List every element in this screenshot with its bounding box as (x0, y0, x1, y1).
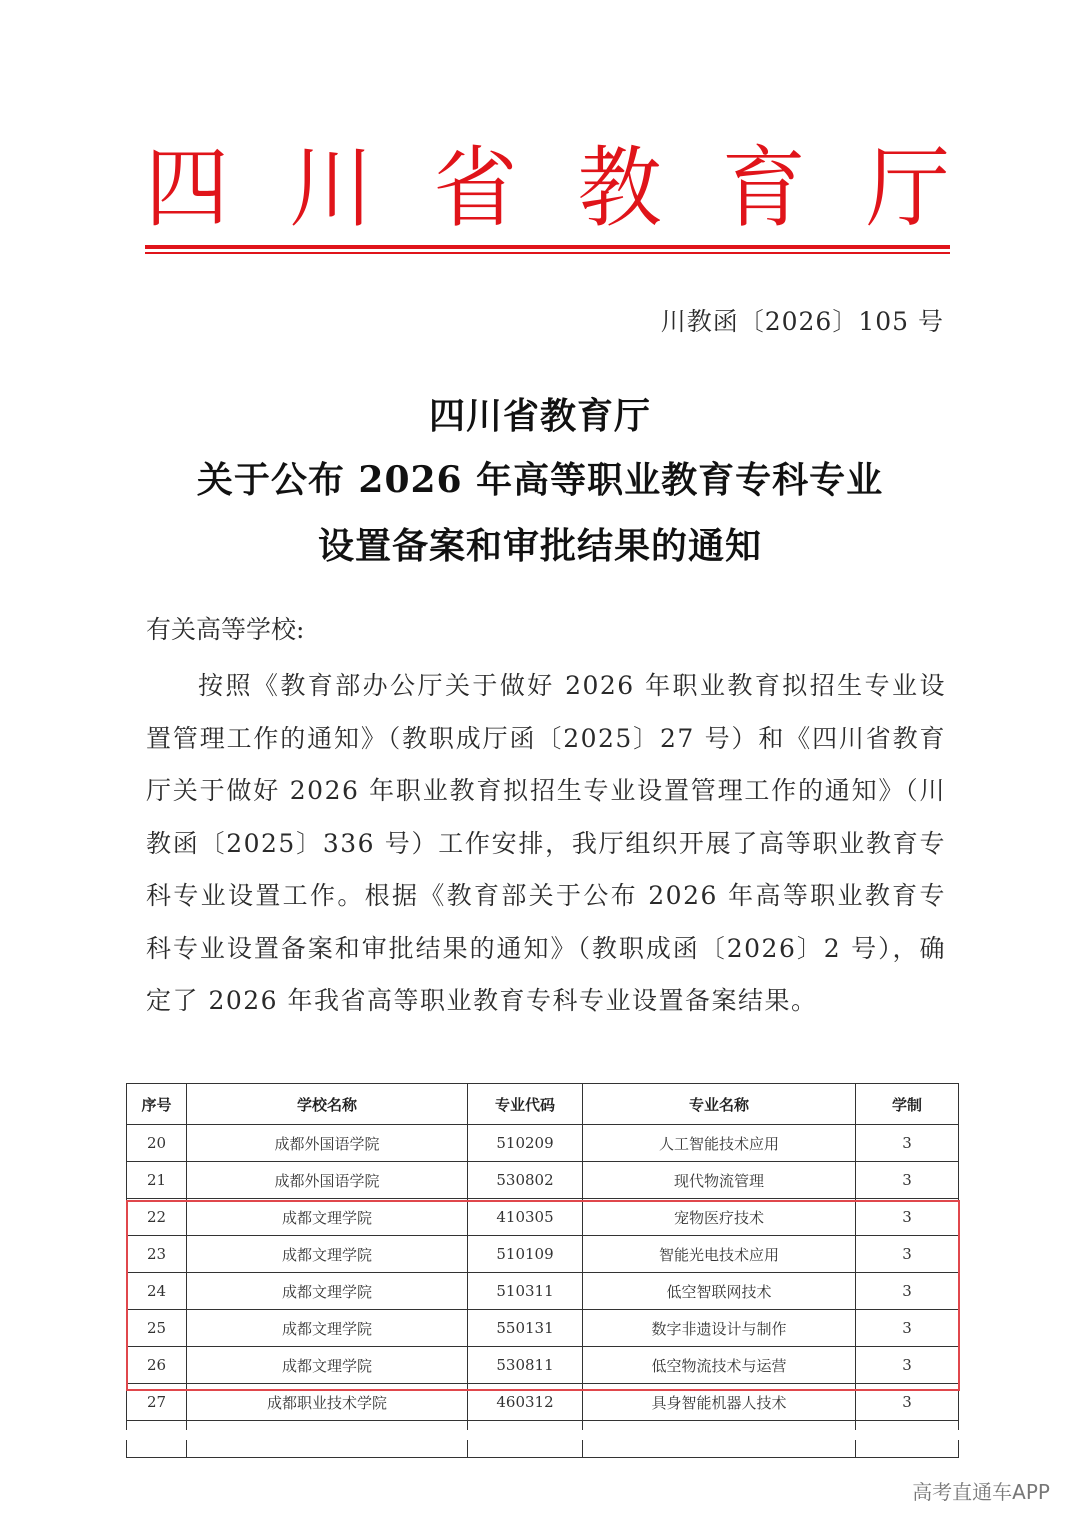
cell-school: 成都外国语学院 (187, 1125, 468, 1162)
cell-code: 530811 (468, 1347, 583, 1384)
table-row (127, 1347, 959, 1384)
header-duration: 学制 (856, 1084, 959, 1125)
masthead-char: 教 (577, 136, 662, 240)
cell-code: 510209 (468, 1125, 583, 1162)
header-index: 序号 (127, 1084, 187, 1125)
cell-index: 25 (127, 1310, 187, 1347)
table-row (127, 1162, 959, 1199)
masthead-char: 育 (721, 136, 806, 240)
cell-duration: 3 (856, 1384, 959, 1421)
cell-school: 成都文理学院 (187, 1310, 468, 1347)
cell-duration: 3 (856, 1236, 959, 1273)
cell-major: 宠物医疗技术 (583, 1199, 856, 1236)
header-code: 专业代码 (468, 1084, 583, 1125)
cell-major: 现代物流管理 (583, 1162, 856, 1199)
cell-duration: 3 (856, 1347, 959, 1384)
watermark: 高考直通车APP (912, 1480, 1050, 1504)
salutation: 有关高等学校: (146, 615, 305, 644)
cell-major: 智能光电技术应用 (583, 1236, 856, 1273)
cell-school: 成都外国语学院 (187, 1162, 468, 1199)
results-table (126, 1083, 959, 1458)
cell-index: 22 (127, 1199, 187, 1236)
cell-major: 数字非遗设计与制作 (583, 1310, 856, 1347)
masthead-char: 川 (289, 136, 374, 240)
cell-index: 21 (127, 1162, 187, 1199)
cell-duration: 3 (856, 1310, 959, 1347)
red-divider-thin (145, 252, 950, 254)
cell-code: 510311 (468, 1273, 583, 1310)
cell-code: 530802 (468, 1162, 583, 1199)
table-row (127, 1125, 959, 1162)
table-crop-edge (126, 1430, 959, 1440)
masthead-char: 省 (433, 136, 518, 240)
cell-code: 510109 (468, 1236, 583, 1273)
table-row (127, 1384, 959, 1421)
header-school: 学校名称 (187, 1084, 468, 1125)
cell-code: 460312 (468, 1384, 583, 1421)
table-row (127, 1236, 959, 1273)
title-line-1: 四川省教育厅 (428, 395, 651, 437)
masthead-char: 厅 (865, 136, 950, 240)
cell-major: 具身智能机器人技术 (583, 1384, 856, 1421)
table-row (127, 1199, 959, 1236)
table-row (127, 1273, 959, 1310)
cell-code: 550131 (468, 1310, 583, 1347)
cell-school: 成都职业技术学院 (187, 1384, 468, 1421)
cell-index: 23 (127, 1236, 187, 1273)
title-line-3: 设置备案和审批结果的通知 (317, 525, 762, 567)
document-number: 川教函〔2026〕105 号 (660, 307, 944, 336)
cell-index: 20 (127, 1125, 187, 1162)
table-row (127, 1310, 959, 1347)
masthead-title (145, 138, 950, 238)
masthead-char: 四 (145, 136, 230, 240)
cell-school: 成都文理学院 (187, 1236, 468, 1273)
cell-duration: 3 (856, 1199, 959, 1236)
cell-index: 27 (127, 1384, 187, 1421)
cell-major: 低空智联网技术 (583, 1273, 856, 1310)
cell-duration: 3 (856, 1273, 959, 1310)
cell-school: 成都文理学院 (187, 1199, 468, 1236)
body-paragraph: 按照《教育部办公厅关于做好 2026 年职业教育拟招生专业设置管理工作的通知》（教职成厅函〔2025〕27 号）和《四川省教育厅关于做好 2026 年职业教育拟招生专业设置管理工作的通知》（川教函〔2025〕336 号）工作安排，我厅组织开展了高等职业教育专科专业设置工作。根据《教育部关于公布 2026 年高等职业教育专科专业设置备案和审批结果的通知》（教职成函〔2026〕2 号），确定了 2026 年我省高等职业教育专科专业设置备案结果。 (146, 671, 946, 1015)
cell-major: 人工智能技术应用 (583, 1125, 856, 1162)
red-divider-thick (145, 245, 950, 249)
cell-code: 410305 (468, 1199, 583, 1236)
cell-school: 成都文理学院 (187, 1347, 468, 1384)
cell-index: 26 (127, 1347, 187, 1384)
title-line-2: 关于公布 2026 年高等职业教育专科专业 (196, 459, 884, 501)
cell-index: 24 (127, 1273, 187, 1310)
cell-major: 低空物流技术与运营 (583, 1347, 856, 1384)
table-header-row (127, 1084, 959, 1125)
cell-school: 成都文理学院 (187, 1273, 468, 1310)
cell-duration: 3 (856, 1162, 959, 1199)
cell-duration: 3 (856, 1125, 959, 1162)
header-major: 专业名称 (583, 1084, 856, 1125)
